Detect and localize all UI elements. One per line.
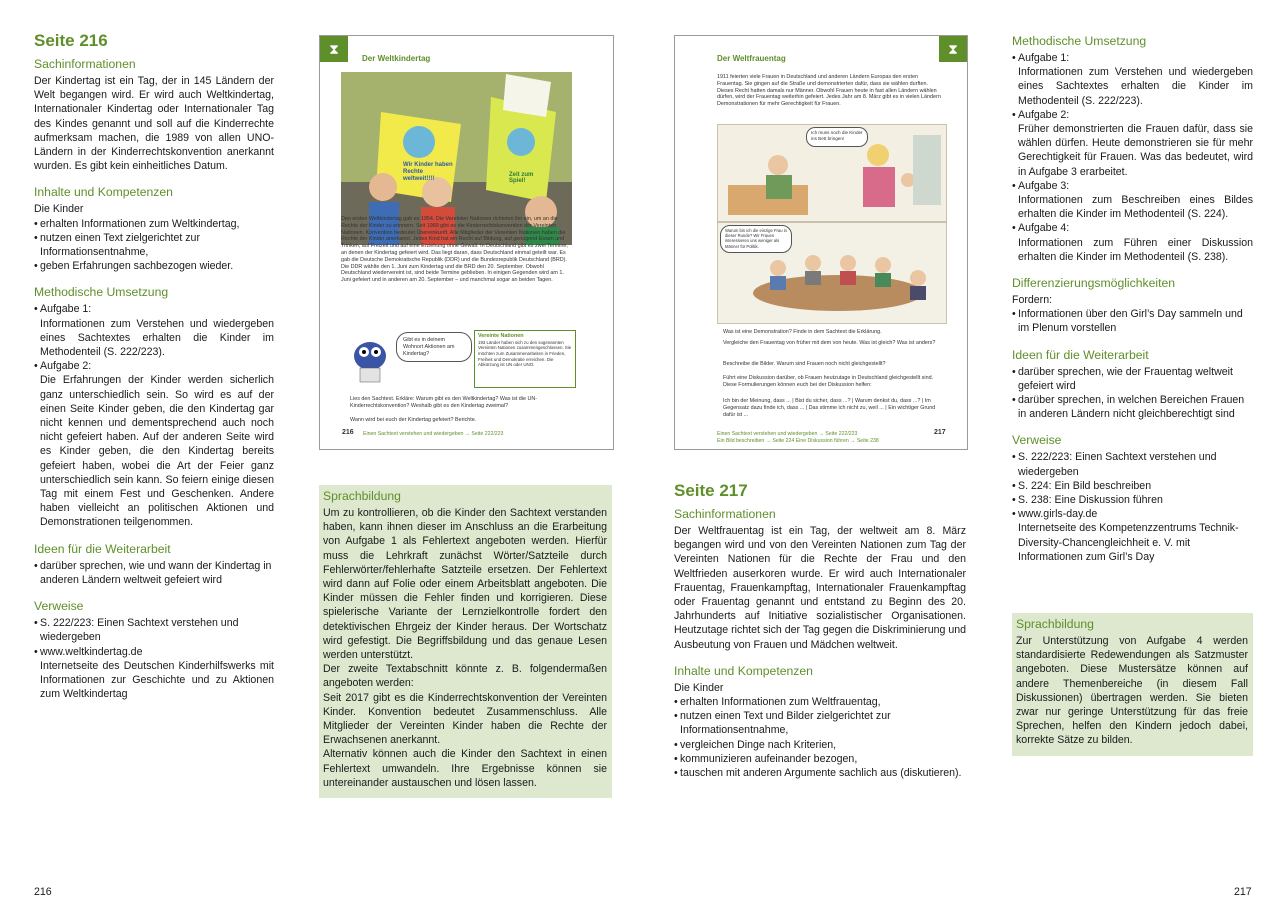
section-heading: Inhalte und Kompetenzen [674, 663, 813, 678]
section-heading: Ideen für die Weiterarbeit [1012, 347, 1149, 362]
section-heading: Methodische Umsetzung [1012, 34, 1147, 48]
section-heading: Ideen für die Weiterarbeit [34, 541, 171, 556]
bullet-list [34, 559, 274, 587]
list-item: • S. 222/223: Einen Sachtext verstehen und wiedergeben [1012, 450, 1253, 478]
bubble-text: Gibt es in deinem Wohnort Aktionen am Kindertag? [403, 337, 455, 357]
paragraph: Fordern: [1012, 294, 1053, 307]
bullet-list [1012, 51, 1253, 65]
list-item [34, 359, 274, 373]
bullet-list [1012, 221, 1253, 235]
section-heading: Differenzierungsmöglichkeiten [1012, 276, 1176, 291]
left-column [34, 31, 274, 701]
page-title: Seite 217 [674, 481, 748, 500]
hourglass-icon: ⧗ [320, 36, 348, 62]
section-heading: Inhalte und Kompetenzen [34, 185, 173, 200]
list-item: • nutzen einen Text zielgerichtet zur Informationsentnahme, [34, 231, 274, 259]
info-box-title: Vereinte Nationen [478, 333, 524, 339]
bullet-list [1012, 108, 1253, 122]
thumbnail-footer: Ein Bild beschreiben → Seite 224 Eine Diskussion führen → Seite 238 [717, 438, 879, 444]
paragraph: Zur Unterstützung von Aufgabe 4 werden standardisierte Redewendungen als Satzmuster angeboten. Diese Mustersätze können auf andere Themenbereiche (in diesem Fall Diskussionen) übertragen werden. Sie bieten zwar nur geringe Unterstützung für das freie Sprechen, helfen den Kindern jedoch dabei, korrekte Sätze zu bilden. [1016, 635, 1248, 747]
phrases: Ich bin der Meinung, dass ... | Bist du sicher, dass ...? | Warum denkst du, dass ...? | Im Gegensatz dazu finde ich, dass ... | Das stimme ich nicht zu, weil ... | Ein wichtiger Grund dafür ist ... [723, 398, 936, 418]
paragraph: Informationen zum Führen einer Diskussion erhalten die Kinder im Methodenteil (S. 238). [1018, 236, 1253, 263]
paragraph: Informationen zum Verstehen und wiedergeben eines Sachtextes erhalten die Kinder im Methodenteil (S. 222/223). [1018, 66, 1253, 107]
paragraph: Um zu kontrollieren, ob die Kinder den Sachtext verstanden haben, kann ihnen dieser im Anschluss an die Erarbeitung von Aufgabe 1 als Fehlertext angeboten werden. Hierfür muss die Lehrkraft zunächst Wörter/Satzteile durch Fehlerwörter/fehlerhafte Satzteile ersetzen. Der Fehlertext wird dann auf Folie oder einem Arbeitsblatt angeboten. Die Kinder müssen die Fehler finden und korrigieren. Diese spielerische Variante der Lernzielkontrolle fordert den detektivischen Ehrgeiz der Kinder heraus. Der Wortschatz wird gefestigt. Die Begriffsbildung und das genaue Lesen werden unterstützt. [323, 507, 607, 662]
paragraph: Die Kinder [34, 203, 84, 216]
list-item: • www.weltkindertag.de [34, 645, 274, 659]
paragraph: Die Kinder [674, 681, 724, 694]
sign-text: Wir Kinder haben Rechte weltweit!!!! [403, 162, 453, 182]
list-item: • Aufgabe 3: [1012, 179, 1253, 193]
list-item: • nutzen einen Text und Bilder zielgerichtet zur Informationsentnahme, [674, 709, 966, 737]
bullet-list [34, 217, 274, 274]
section-heading: Methodische Umsetzung [34, 285, 169, 300]
bubble-text: Ich muss noch die Kinder ins Bett bringen! [811, 130, 863, 141]
list-item [34, 302, 274, 316]
paragraph: Informationen zum Verstehen und wiedergeben eines Sachtextes erhalten die Kinder im Methodenteil (S. 222/223). [40, 317, 274, 359]
list-item: • erhalten Informationen zum Weltfrauentag, [674, 695, 966, 709]
list-item: • Aufgabe 4: [1012, 221, 1253, 235]
right-column [1012, 32, 1253, 564]
mascot-illustration [340, 328, 400, 388]
paragraph: Die Erfahrungen der Kinder werden sicherlich ganz unterschiedlich sein. So wird es auf der einen Seite Kinder geben, die den Kindertag gar nicht kennen und dementsprechend auch noch nicht gefeiert haben. Auf der anderen Seite wird es Kinder geben, die den Kindertag bereits gefeiert haben, wobei die Art der Feier ganz unterschiedlich sein kann. So feiern einige diesen Tag mit einem Fest und Geschenken. Andere haben vielleicht an politischen Aktionen und Demonstrationen teilgenommen. [40, 374, 274, 529]
meeting-illustration [717, 222, 947, 324]
list-item: • www.girls-day.de [1012, 507, 1253, 521]
paragraph: Alternativ können auch die Kinder den Sachtext in einen Fehlertext umwandeln. Ihre Ergebnisse können sie untereinander austauschen und lösen lassen. [323, 748, 607, 789]
info-box-text: 193 Länder haben sich zu den sogenannten Vereinten Nationen zusammengeschlossen. Sie möchten zum Zusammenarbeiten in Frieden, Freiheit und Demokratie erreichen. Die Abkürzung ist UN oder UNO. [478, 339, 572, 368]
section-heading: Sachinformationen [674, 507, 776, 521]
thumbnail-text: 1911 feierten viele Frauen in Deutschland und anderen Ländern Europas den ersten Frauentag. Sie gingen auf die Straße und demonstrierten dafür, dass sie wählen durften. Dieses Recht hatten damals nur Männer. Obwohl Frauen heute in fast allen Ländern wählen dürfen, wird der Frauentag weiterhin gefeiert. Jedes Jahr am 8. März gibt es in vielen Ländern Demonstrationen für mehr Gerechtigkeit für Frauen. [717, 74, 941, 108]
sign-text: Zeit zum Spiel! [509, 172, 534, 184]
speech-bubble [806, 127, 868, 147]
paragraph: Internetseite des Deutschen Kinderhilfswerks mit Informationen zur Geschichte und zu Aktionen zum Weltkindertag [40, 659, 274, 701]
list-item: • S. 222/223: Einen Sachtext verstehen und wiedergeben [34, 616, 274, 644]
list-item: • darüber sprechen, wie der Frauentag weltweit gefeiert wird [1012, 365, 1253, 393]
page-thumbnail-216 [319, 35, 614, 450]
list-item: • Aufgabe 2: [1012, 108, 1253, 122]
task-1: Lies den Sachtext. Erkläre: Warum gibt es den Weltkindertag? Was ist die UN-Kinderrechtskonvention? Weshalb gibt es den Kindertag zweimal? [350, 396, 538, 409]
bullet-list [1012, 179, 1253, 193]
paragraph: Der zweite Textabschnitt könnte z. B. folgendermaßen angeboten werden: [323, 663, 607, 690]
list-item: • darüber sprechen, in welchen Bereichen Frauen in anderen Ländern nicht gleichberechtigt sind [1012, 393, 1253, 421]
thumbnail-title: Der Weltkindertag [362, 54, 431, 63]
paragraph: Internetseite des Kompetenzzentrums Technik-Diversity-Chancengleichheit e. V. mit Informationen zum Girl’s Day [1018, 522, 1239, 563]
task-label: Aufgabe 1: [40, 303, 92, 316]
thumbnail-page-number: 217 [934, 429, 946, 436]
bullet-list [34, 616, 274, 659]
box-heading: Sprachbildung [323, 489, 401, 503]
info-box [474, 330, 576, 388]
bullet-list [1012, 450, 1253, 521]
list-item: • erhalten Informationen zum Weltkindertag, [34, 217, 274, 231]
thumbnail-page-number: 216 [342, 429, 354, 436]
section-heading: Verweise [34, 599, 84, 614]
bullet-list [34, 302, 274, 316]
list-item: • S. 224: Ein Bild beschreiben [1012, 479, 1253, 493]
list-item: • Informationen über den Girl’s Day sammeln und im Plenum vorstellen [1012, 307, 1253, 335]
paragraph: Der Weltfrauentag ist ein Tag, der weltweit am 8. März begangen wird und von den Vereinten Nationen zum Tag der Vereinten Nationen für die Rechte der Frau und den Weltfrieden auserkoren wurde. Er wird auch Internationaler Frauentag, Frauenkampftag, Internationaler Frauenkampftag oder Frauentag genannt und entstand zu Beginn des 20. Jahrhunderts auf Initiative sozialistischer Organisationen. Heutzutage richtet sich der Tag gegen die Diskriminierung und Ausbeutung von Frauen und Mädchen weltweit. [674, 525, 966, 651]
sprachbildung-box [1012, 613, 1253, 756]
paragraph: Der Kindertag ist ein Tag, der in 145 Ländern der Welt begangen wird. Er wird auch Weltkindertag, Internationaler Kindertag oder Internationaler Tag des Kindes genannt und soll auf die Kinderrechte aufmerksam machen, die 1989 von allen UNO-Ländern in der Kinderrechtskonvention anerkannt wurden. Es gibt kein einheitliches Datum. [34, 75, 274, 173]
sprachbildung-box [319, 485, 612, 798]
bullet-list [34, 359, 274, 373]
thumbnail-text: Den ersten Weltkindertag gab es 1954. Die Vereinten Nationen richteten ihn ein, um an die Rechte der Kinder zu erinnern. Seit 1989 gibt es die Kinderrechtskonvention der Vereinten Nationen. Konvention bedeutet Übereinkunft. Alle Mitglieder der Vereinten Nationen haben die Rechte der Kinder anerkannt. Jedes Kind hat ein Recht auf Bildung, auf genügend Essen und Trinken, auf Freizeit und auf eine Erziehung ohne Gewalt. In Deutschland gibt es zwei Termine, an denen der Kindertag gefeiert wird. Das liegt daran, dass Deutschland einmal geteilt war. Es gab die Deutsche Demokratische Republik (DDR) und die Bundesrepublik Deutschland (BRD). Die DDR wählte den 1. Juni zum Kindertag und die BRD den 20. September. Obwohl Deutschland wiedervereint ist, sind beide Termine geblieben. In einigen Gegenden wird am 1. Juni gefeiert und in anderen am 20. September – und manchmal sogar an beiden Tagen. [341, 216, 568, 284]
family-illustration [717, 124, 947, 222]
page-title: Seite 216 [34, 31, 108, 50]
box-heading: Sprachbildung [1016, 617, 1094, 631]
task-2: Vergleiche den Frauentag von früher mit dem von heute. Was ist gleich? Was ist anders? [723, 340, 936, 346]
center-column [674, 481, 966, 780]
list-item: • geben Erfahrungen sachbezogen wieder. [34, 259, 274, 273]
speech-bubble [396, 332, 472, 362]
task-1: Was ist eine Demonstration? Finde in dem Sachtext die Erklärung. [723, 329, 882, 335]
page-thumbnail-217 [674, 35, 968, 450]
thumbnail-footer: Einen Sachtext verstehen und wiedergeben → Seite 222/223 [717, 431, 858, 437]
bullet-list [674, 695, 966, 780]
task-3: Beschreibe die Bilder. Warum sind Frauen noch nicht gleichgestellt? [723, 361, 886, 367]
speech-bubble [720, 225, 792, 253]
task-4: Führt eine Diskussion darüber, ob Frauen heutzutage in Deutschland gleichgestellt sind. Diese Formulierungen können euch bei der Diskussion helfen: [723, 375, 934, 388]
thumbnail-footer: Einen Sachtext verstehen und wiedergeben → Seite 222/223 [363, 431, 504, 437]
list-item: • darüber sprechen, wie und wann der Kindertag in anderen Ländern weltweit gefeiert wird [34, 559, 274, 587]
hourglass-icon: ⧗ [939, 36, 967, 62]
bullet-list [1012, 365, 1253, 422]
list-item: • S. 238: Eine Diskussion führen [1012, 493, 1253, 507]
bubble-text: Warum bin ich die einzige Frau in dieser Runde? Wir Frauen interessieren uns weniger als Männer für Politik. [725, 228, 787, 249]
task-2: Wann wird bei euch der Kindertag gefeiert? Berichte. [350, 417, 477, 423]
list-item: • Aufgabe 1: [1012, 51, 1253, 65]
list-item: • tauschen mit anderen Argumente sachlich aus (diskutieren). [674, 766, 966, 780]
paragraph: Seit 2017 gibt es die Kinderrechtskonvention der Vereinten Kinder. Konvention bedeutet Zusammenschluss. Alle Mitglieder der Vereinten Kinder haben die Rechte der Erwachsenen anerkannt. [323, 691, 607, 747]
page-number: 216 [34, 886, 52, 898]
task-label: Aufgabe 2: [40, 360, 92, 373]
section-heading: Verweise [1012, 433, 1062, 448]
thumbnail-title: Der Weltfrauentag [717, 54, 786, 63]
section-heading: Sachinformationen [34, 57, 136, 71]
list-item: • kommunizieren aufeinander bezogen, [674, 752, 966, 766]
page-number: 217 [1234, 886, 1252, 898]
paragraph: Informationen zum Beschreiben eines Bildes erhalten die Kinder im Methodenteil (S. 224). [1018, 194, 1253, 221]
paragraph: Früher demonstrierten die Frauen dafür, dass sie wählen dürfen. Heute demonstrieren sie für mehr Gerechtigkeit für Frauen. Was das bedeutet, wird in Aufgabe 3 erarbeitet. [1018, 123, 1253, 178]
list-item: • vergleichen Dinge nach Kriterien, [674, 738, 966, 752]
bullet-list [1012, 307, 1253, 335]
